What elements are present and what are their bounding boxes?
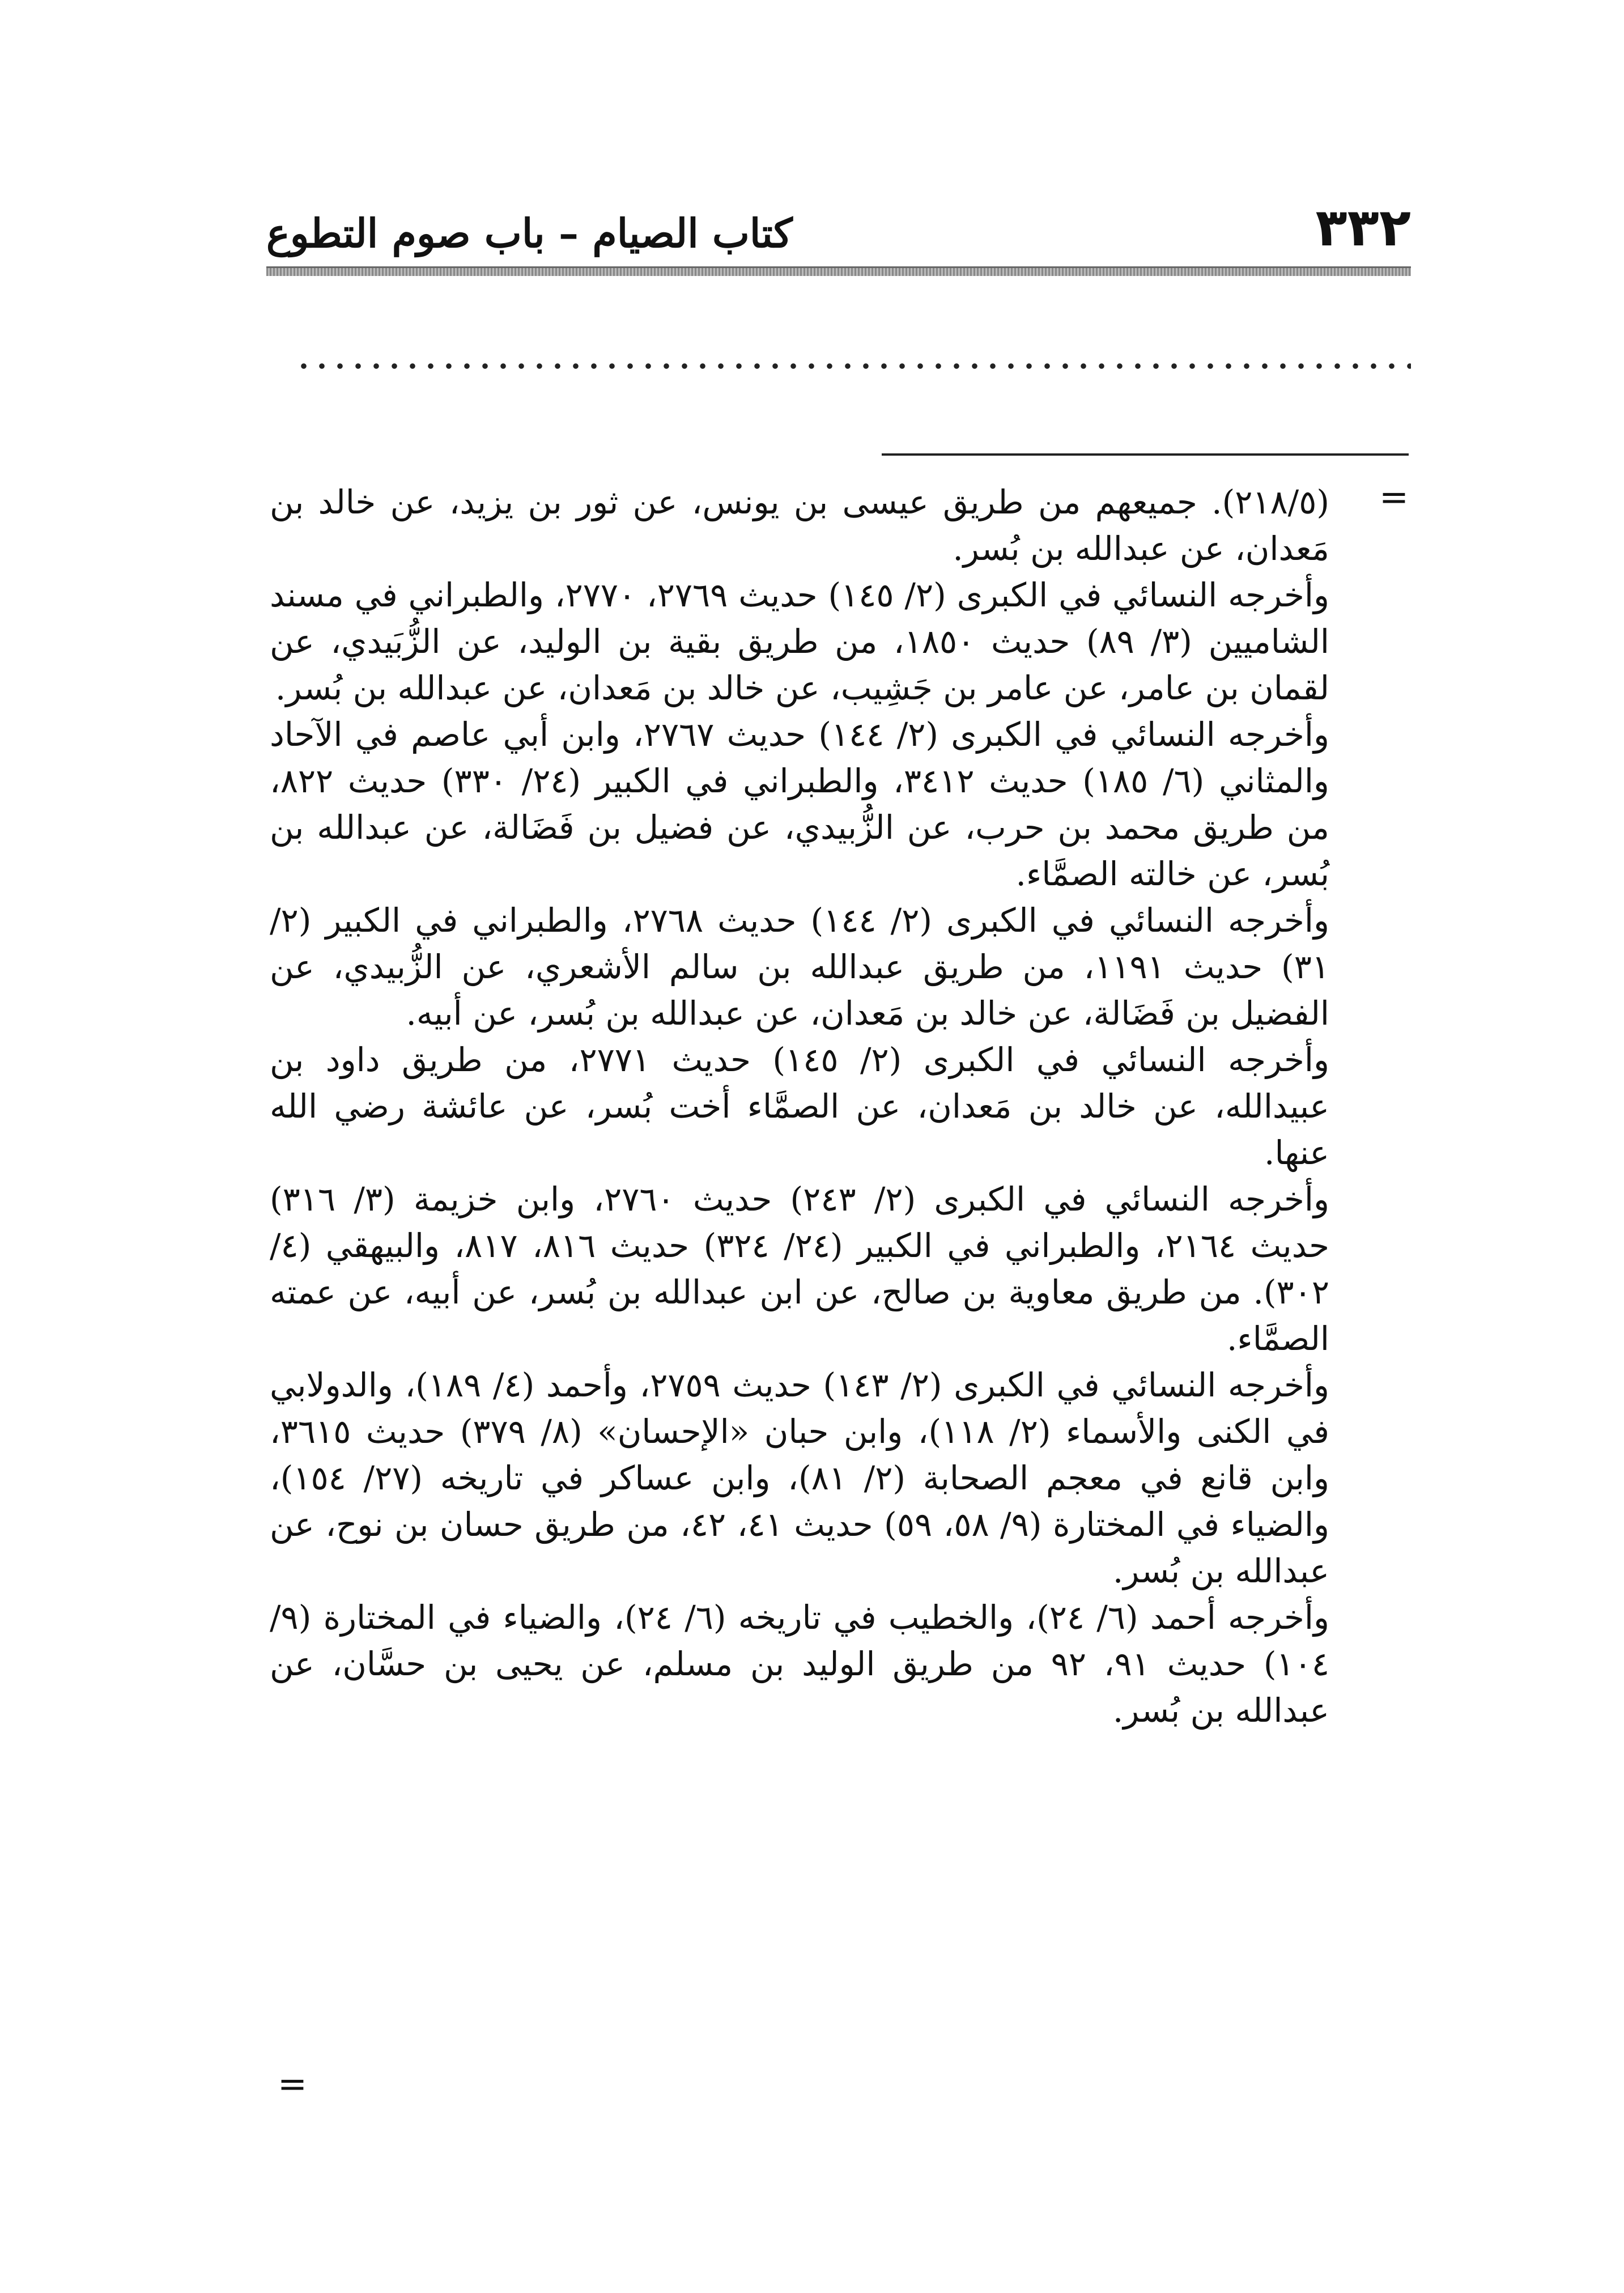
page-number: ٣٣٢ xyxy=(1315,197,1411,258)
continuation-mark-end: = xyxy=(278,2063,307,2104)
paragraph: وأخرجه النسائي في الكبرى (٢/ ١٤٥) حديث ٢٧٦٩، ٢٧٧٠، والطبراني في مسند الشاميين (٣/ ٨٩) حديث ١٨٥٠، من طريق بقية بن الوليد، عن الزُّبَيدي، عن لقمان بن عامر، عن عامر بن جَشِيب، عن خالد بن مَعدان، عن عبدالله بن بُسر. xyxy=(270,576,1329,707)
page-header xyxy=(266,187,1411,272)
running-title: كتاب الصيام – باب صوم التطوع xyxy=(266,210,793,257)
paragraph: (٢١٨/٥). جميعهم من طريق عيسى بن يونس، عن ثور بن يزيد، عن خالد بن مَعدان، عن عبدالله بن بُسر. xyxy=(270,483,1329,568)
paragraph: وأخرجه النسائي في الكبرى (٢/ ١٤٤) حديث ٢٧٦٨، والطبراني في الكبير (٢/ ٣١) حديث ١١٩١، من طريق عبدالله بن سالم الأشعري، عن الزُّبيدي، عن الفضيل بن فَضَالة، عن خالد بن مَعدان، عن عبدالله بن بُسر، عن أبيه. xyxy=(270,901,1329,1033)
paragraph: وأخرجه النسائي في الكبرى (٢/ ١٤٥) حديث ٢٧٧١، من طريق داود بن عبيدالله، عن خالد بن مَعدان، عن الصمَّاء أخت بُسر، عن عائشة رضي الله عنها. xyxy=(270,1041,1330,1172)
paragraph: وأخرجه النسائي في الكبرى (٢/ ٢٤٣) حديث ٢٧٦٠، وابن خزيمة (٣/ ٣١٦) حديث ٢١٦٤، والطبراني في الكبير (٢٤/ ٣٢٤) حديث ٨١٦، ٨١٧، والبيهقي (٤/ ٣٠٢). من طريق معاوية بن صالح، عن ابن عبدالله بن بُسر، عن أبيه، عن عمته الصمَّاء. xyxy=(270,1180,1329,1358)
paragraph: وأخرجه النسائي في الكبرى (٢/ ١٤٤) حديث ٢٧٦٧، وابن أبي عاصم في الآحاد والمثاني (٦/ ١٨٥) حديث ٣٤١٢، والطبراني في الكبير (٢٤/ ٣٣٠) حديث ٨٢٢، من طريق محمد بن حرب، عن الزُّبيدي، عن فضيل بن فَضَالة، عن عبدالله بن بُسر، عن خالته الصمَّاء. xyxy=(270,715,1329,893)
header-rule xyxy=(266,266,1411,276)
dotted-separator xyxy=(295,363,1411,370)
paragraph: وأخرجه أحمد (٦/ ٢٤)، والخطيب في تاريخه (٦/ ٢٤)، والضياء في المختارة (٩/ ١٠٤) حديث ٩١، ٩٢ من طريق الوليد بن مسلم، عن يحيى بن حسَّان، عن عبدالله بن بُسر. xyxy=(270,1598,1330,1730)
footnote-rule xyxy=(882,453,1409,456)
paragraph: وأخرجه النسائي في الكبرى (٢/ ١٤٣) حديث ٢٧٥٩، وأحمد (٤/ ١٨٩)، والدولابي في الكنى والأسماء (٢/ ١١٨)، وابن حبان «الإحسان» (٨/ ٣٧٩) حديث ٣٦١٥، وابن قانع في معجم الصحابة (٢/ ٨١)، وابن عساكر في تاريخه (٢٧/ ١٥٤)، والضياء في المختارة (٩/ ٥٨، ٥٩) حديث ٤١، ٤٢، من طريق حسان بن نوح، عن عبدالله بن بُسر. xyxy=(270,1366,1329,1590)
footnote-text xyxy=(270,479,1329,1734)
continuation-mark-start: = xyxy=(1379,476,1409,517)
